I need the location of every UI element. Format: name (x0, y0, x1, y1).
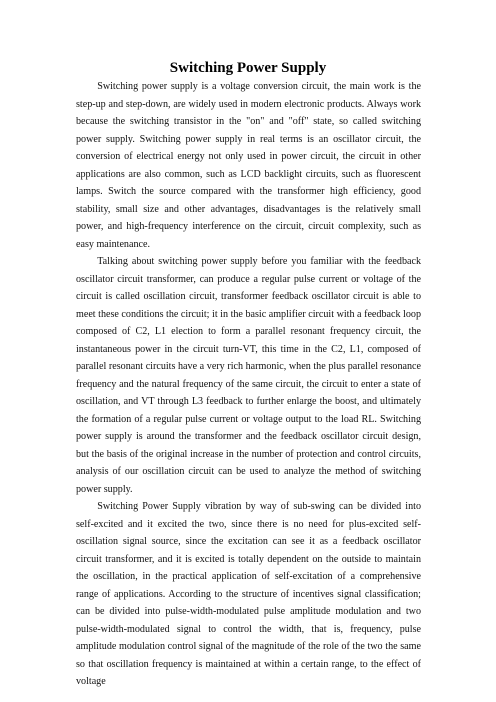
document-title: Switching Power Supply (169, 60, 327, 76)
paragraph: Switching Power Supply vibration by way of sub-swing can be divided into self-excited and it excited the two, since there is no need for plus-excited self-oscillation signal source, since the excitation can see it as a feedback oscillator circuit transformer, and it is excited is totally dependent on the outside to maintain the oscillation, in the practical application of self-excitation of a comprehensive range of applications. According to the structure of incentives signal classification; can be divided into pulse-width-modulated pulse amplitude modulation and two pulse-width-modulated signal to control the width, that is, frequency, pulse amplitude modulation control signal of the magnitude of the role of the two the same so that oscillation frequency is maintained at within a certain range, to the effect of voltage (76, 501, 421, 687)
paragraph: Switching power supply is a voltage conversion circuit, the main work is the step-up and step-down, are widely used in modern electronic products. Always work because the switching transistor in the "on" and "off" state, so called switching power supply. Switching power supply in real terms is an oscillator circuit, the conversion of electrical energy not only used in power circuit, the circuit in other applications are also common, such as LCD backlight circuits, such as fluorescent lamps. Switch the source compared with the transformer high efficiency, good stability, small size and other advantages, disadvantages is the relatively small power, and high-frequency interference on the circuit, circuit complexity, such as easy maintenance. (76, 81, 421, 250)
paragraph: Talking about switching power supply before you familiar with the feedback oscillator circuit transformer, can produce a regular pulse current or voltage of the circuit is called oscillation circuit, transformer feedback oscillator circuit is able to meet these conditions the circuit; it in the basic amplifier circuit with a feedback loop composed of C2, L1 election to form a parallel resonant frequency circuit, the instantaneous power in the circuit turn-VT, this time in the C2, L1, composed of parallel resonant circuits have a very rich harmonic, when the plus parallel resonance frequency and the natural frequency of the same circuit, the circuit to enter a state of oscillation, and VT through L3 feedback to further enlarge the boost, and ultimately the formation of a regular pulse current or voltage output to the load RL. Switching power supply is around the transformer and the feedback oscillator circuit design, but the basis of the original increase in the number of protection and control circuits, analysis of our oscillation circuit can be used to analyze the method of switching power supply. (76, 256, 421, 495)
document-body (76, 78, 421, 691)
